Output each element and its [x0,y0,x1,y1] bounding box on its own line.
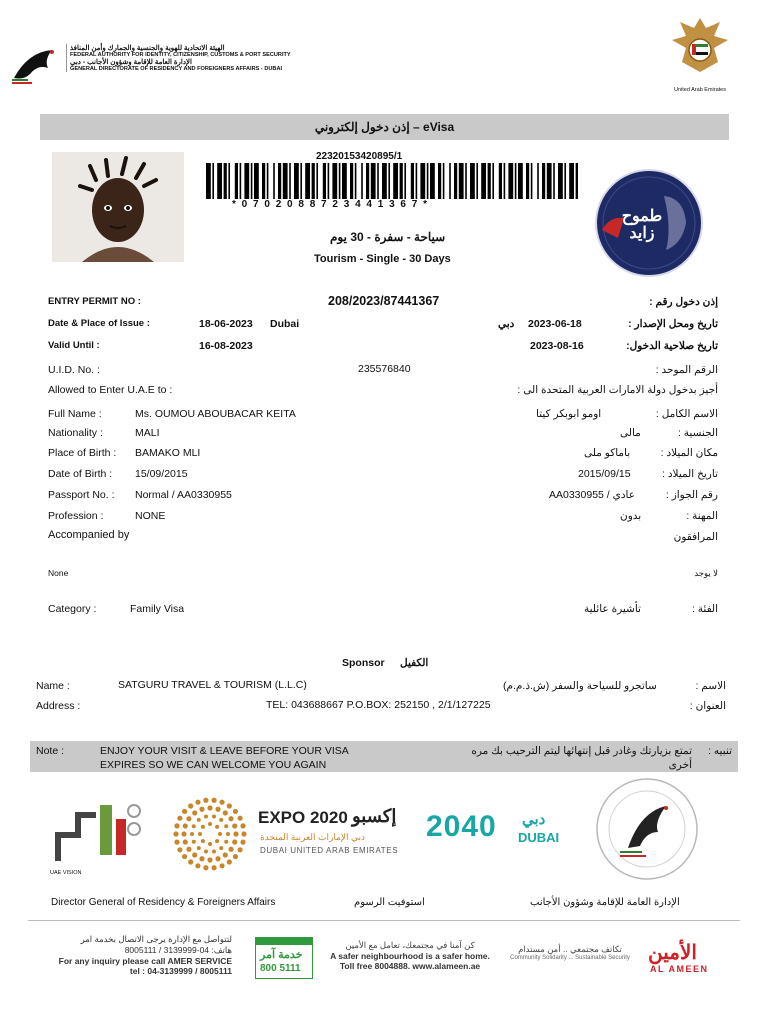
passport-label-ar: رقم الجواز : [665,489,718,501]
barcode-bar [531,163,533,199]
sponsor-name-value: SATGURU TRAVEL & TOURISM (L.L.C) [118,679,307,691]
nationality-label-ar: الجنسية : [677,427,718,439]
barcode-bar [558,163,563,199]
birth-date-value: 15/09/2015 [135,468,188,480]
expo-ring-dot [218,832,222,836]
note-label: Note : [36,745,65,757]
authority-ar-1: الهيئة الاتحادية للهوية والجنسية والجمارك وأمن المنافذ [70,45,225,52]
barcode-bar [449,163,451,199]
profession-label: Profession : [48,510,104,522]
expo-ring-dot [204,850,208,854]
birth-date-label: Date of Birth : [48,468,113,480]
expo-ring-dot [219,800,224,805]
accompanied-value-ar: لا يوجد [694,568,718,578]
barcode-bar [206,163,211,199]
sponsor-heading: Sponsor [342,657,385,669]
barcode-bar [553,163,555,199]
director-ar: الإدارة العامة للإقامة وشؤون الأجانب [530,897,680,908]
entry-permit-label-ar: إذن دخول رقم : [649,296,718,308]
barcode-bar [217,163,222,199]
expo-ring-dot [186,847,191,852]
sponsor-address-label: Address : [36,700,81,712]
barcode-bar [404,163,406,199]
allowed-label: Allowed to Enter U.A.E to : [48,384,173,396]
barcode-bar [518,163,523,199]
amer-logo [255,937,313,979]
accompanied-label: Accompanied by [48,529,130,541]
full-name-value-ar: اومو ابوبكر كيتا [536,408,602,420]
expo-ring-dot [219,846,223,850]
barcode-bar [355,163,357,199]
note-label-ar: تنبيه : [708,745,732,757]
expo-ring-dot [215,807,220,812]
expo-ring-dot [203,798,208,803]
fees-stamp-ar: استوفيت الرسوم [354,897,425,908]
expo-ring-dot [232,839,237,844]
gdrfa-seal [594,776,700,882]
director-en: Director General of Residency & Foreigners Affairs [51,897,276,908]
expo-ring-dot [240,823,245,828]
barcode-bar [537,163,539,199]
uae-vision-logo [48,795,148,875]
category-label-ar: الفئة : [691,603,718,615]
barcode-bar [283,163,288,199]
issue-date: 18-06-2023 [199,318,253,330]
expo-ring-dot [208,842,212,846]
expo-sub-ar: دبي الإمارات العربية المتحدة [260,832,366,842]
barcode-bar [305,163,310,199]
sponsor-name-label: Name : [36,680,70,692]
expo-ring-dot [182,854,187,859]
expo-ring-dot [192,840,196,844]
expo-ring-dot [224,824,228,828]
expo-ring-dot [238,816,243,821]
expo-ring-dot [211,865,216,870]
barcode-bar [251,163,253,199]
barcode [206,163,578,199]
expo-ring-dot [228,847,233,852]
expo-ring-dot [227,803,232,808]
barcode-bar [323,163,326,199]
birth-place-label: Place of Birth : [48,447,117,459]
barcode-bar [328,163,330,199]
file-number: 22320153420895/1 [316,151,403,162]
barcode-bar [244,163,249,199]
barcode-bar [569,163,574,199]
barcode-bar [504,163,506,199]
solidarity-ar: تكاتف مجتمعي .. أمن مستدام [518,944,622,954]
category-label: Category : [48,603,97,615]
uid-label-ar: الرقم الموحد : [655,364,718,376]
barcode-bar [470,163,475,199]
expo-ring-dot [192,824,196,828]
alameen-logo [644,940,740,984]
expo-ring-dot [186,816,191,821]
uae-label: United Arab Emirates [674,87,726,93]
zayed-ambition-badge [594,168,704,278]
valid-label-ar: تاريخ صلاحية الدخول: [626,340,718,352]
barcode-bar [267,163,269,199]
barcode-bar [564,163,566,199]
amer-logo-ar: خدمة آمر [260,949,303,961]
valid-date-ar: 2023-08-16 [530,340,584,352]
barcode-bar [382,163,387,199]
barcode-bar [443,163,445,199]
solidarity-en: Community Solidarity ... Sustainable Security [510,955,630,961]
barcode-bar [366,163,369,199]
uae-emblem [668,14,732,92]
expo-ring-dot [212,814,216,818]
expo-ring-dot [177,816,182,821]
expo-ring-dot [198,832,202,836]
expo-ring-dot [208,822,212,826]
expo-2020-logo [170,794,400,874]
note-text-ar-2: أخرى [668,759,692,771]
barcode-text: * 0 7 0 2 0 8 8 7 2 3 4 4 1 3 6 7 * [232,199,429,210]
entry-permit-label: ENTRY PERMIT NO : [48,296,141,307]
expo-ring-dot [240,840,245,845]
badge-text: طموح زايد [621,208,663,242]
allowed-label-ar: أجيز بدخول دولة الامارات العربية المتحدة الى : [517,384,718,396]
expo-ring-dot [207,857,212,862]
expo-ring-dot [183,823,188,828]
sponsor-name-value-ar: (ساتجرو للسياحة والسفر (ش.ذ.م.م [503,680,657,692]
birth-place-label-ar: مكان الميلاد : [660,447,718,459]
alameen-ar: كن آمنا في مجتمعك، تعامل مع الأمين [345,940,475,950]
dubai-2040-number: 2040 [426,810,497,843]
category-value-ar: تأشيرة عائلية [584,603,641,615]
expo-ring-dot [197,846,201,850]
passport-value-ar: AA0330955 / عادي [549,489,635,501]
sponsor-heading-ar: الكفيل [400,657,429,669]
barcode-bar [350,163,353,199]
expo-ring-dot [215,856,220,861]
expo-en: EXPO 2020 [258,808,348,827]
amer-en-2: tel : 04-3139999 / 8005111 [129,966,232,976]
amer-ar-2: هاتف: 04-3139999 / 8005111 [124,945,232,955]
passport-label: Passport No. : [48,489,115,501]
barcode-bar [454,163,457,199]
barcode-bar [430,163,435,199]
authority-ar-2: الإدارة العامة للإقامة وشؤون الأجانب - دبي [70,59,192,66]
note-text-ar-1: تمتع بزيارتك وغادر قبل إنتهائها ليتم الترحيب بك مره [471,745,692,757]
alameen-logo-ar: الأمين [648,942,697,964]
barcode-bar [254,163,259,199]
expo-ring-dot [232,823,237,828]
evisa-title: إذن دخول إلكتروني – eVisa [314,120,455,134]
sponsor-address-label-ar: العنوان : [689,700,726,712]
birth-date-value-ar: 2015/09/15 [578,468,631,480]
barcode-bar [427,163,429,199]
barcode-bar [547,163,552,199]
barcode-bar [476,163,478,199]
barcode-bar [388,163,390,199]
full-name-value: Ms. OUMOU ABOUBACAR KEITA [135,408,296,420]
barcode-bar [235,163,238,199]
barcode-bar [289,163,291,199]
expo-ring-dot [227,859,232,864]
sponsor-address-value: TEL: 043688667 P.O.BOX: 252150 , 2/1/127225 [266,699,491,711]
expo-ring-dot [215,839,219,843]
dubai-2040-logo [426,808,572,854]
barcode-bar [294,163,299,199]
nationality-value-ar: مالى [620,427,641,439]
expo-ring-dot [188,859,193,864]
valid-label: Valid Until : [48,340,100,351]
expo-ring-dot [188,803,193,808]
barcode-bar [228,163,230,199]
passport-value: Normal / AA0330955 [135,489,232,501]
expo-ring-dot [211,798,216,803]
expo-ring-dot [177,847,182,852]
visa-type-ar: سياحة - سفرة - 30 يوم [330,230,446,244]
authority-en-1: FEDERAL AUTHORITY FOR IDENTITY, CITIZENSHIP, CUSTOMS & PORT SECURITY [70,52,291,58]
expo-ring-dot [207,805,212,810]
authority-en-2: GENERAL DIRECTORATE OF RESIDENCY AND FOREIGNERS AFFAIRS - DUBAI [70,66,283,72]
expo-ring-dot [223,810,228,815]
barcode-bar [316,163,318,199]
uid-value: 235576840 [358,363,411,375]
barcode-bar [262,163,265,199]
barcode-bar [339,163,341,199]
expo-ring-dot [174,823,179,828]
barcode-bar [393,163,398,199]
expo-sub-en: DUBAI UNITED ARAB EMIRATES [260,846,399,855]
expo-ring-dot [192,810,197,815]
accompanied-value: None [48,568,69,578]
expo-ring-dot [190,832,194,836]
issue-label-ar: تاريخ ومحل الإصدار : [628,318,718,330]
expo-ring-dot [195,800,200,805]
barcode-bar [438,163,441,199]
expo-ring-dot [174,840,179,845]
birth-place-value: BAMAKO MLI [135,447,201,459]
expo-ring-dot [219,818,223,822]
expo-ring-dot [181,831,186,836]
issue-label: Date & Place of Issue : [48,318,150,329]
dubai-2040-ar: دبي [522,811,546,828]
birth-place-value-ar: باماكو ملى [584,447,631,459]
nationality-label: Nationality : [48,427,103,439]
expo-ring-dot [224,840,228,844]
issue-place-ar: دبي [498,318,515,330]
barcode-bar [332,163,337,199]
barcode-bar [273,163,275,199]
amer-logo-top-strip [256,938,312,945]
barcode-bar [240,163,242,199]
nationality-value: MALI [135,427,160,439]
issue-place: Dubai [270,318,300,330]
expo-ring-dot [233,809,238,814]
evisa-title-bar [40,114,729,140]
expo-ring-dot [182,809,187,814]
uid-label: U.I.D. No. : [48,364,100,376]
barcode-bar [499,163,502,199]
expo-ring-dot [228,816,233,821]
amer-ar-1: لتتواصل مع الإدارة يرجى الاتصال بخدمة امر [80,934,232,944]
birth-date-label-ar: تاريخ الميلاد : [662,468,718,480]
barcode-bar [508,163,513,199]
expo-ring-dot [192,852,197,857]
full-name-label-ar: الاسم الكامل : [655,408,718,420]
expo-ring-dot [199,856,204,861]
barcode-bar [278,163,281,199]
footer-divider [28,920,740,921]
barcode-bar [224,163,227,199]
expo-ring-dot [233,854,238,859]
barcode-bar [576,163,578,199]
expo-ar: إكسبو [352,806,397,826]
barcode-bar [400,163,403,199]
expo-ring-dot [223,852,228,857]
barcode-bar [488,163,491,199]
barcode-bar [411,163,414,199]
sponsor-name-label-ar: الاسم : [695,680,726,692]
expo-ring-dot [203,865,208,870]
entry-permit-value: 208/2023/87441367 [328,294,440,308]
visa-type-en: Tourism - Single - 30 Days [314,253,451,265]
expo-ring-dot [219,863,224,868]
expo-ring-dot [199,807,204,812]
gdrfa-logo [8,42,64,88]
expo-ring-dot [204,814,208,818]
barcode-bar [300,163,302,199]
amer-en-1: For any inquiry please call AMER SERVICE [58,956,232,966]
barcode-bar [515,163,517,199]
barcode-bar [312,163,315,199]
expo-ring-dot [241,831,246,836]
authority-names [66,44,310,72]
barcode-bar [459,163,464,199]
barcode-bars [206,163,578,199]
barcode-bar [377,163,379,199]
valid-date: 16-08-2023 [199,340,253,352]
profession-value: NONE [135,510,166,522]
dubai-2040-en: DUBAI [518,830,560,845]
uae-vision-label: UAE VISION [50,870,82,876]
expo-ring-dot [226,832,230,836]
barcode-bar [416,163,418,199]
issue-date-ar: 2023-06-18 [528,318,582,330]
barcode-bar [371,163,376,199]
barcode-bar [481,163,486,199]
alameen-en-1: A safer neighbourhood is a safer home. [330,951,490,961]
barcode-bar [542,163,545,199]
expo-ring-dot [183,839,188,844]
alameen-logo-en: AL AMEEN [650,964,709,974]
expo-ring-dot [215,825,219,829]
solidarity-slogan [506,944,634,961]
barcode-bar [342,163,347,199]
category-value: Family Visa [130,603,185,615]
expo-ring-dot [195,863,200,868]
alameen-en-2: Toll free 8004888. www.alameen.ae [339,961,481,971]
full-name-label: Full Name : [48,408,102,420]
expo-ring-dot [197,818,201,822]
barcode-bar [212,163,214,199]
barcode-bar [492,163,494,199]
barcode-bar [361,163,363,199]
barcode-bar [420,163,425,199]
profession-value-ar: بدون [620,510,642,522]
expo-ring-dot [173,831,178,836]
accompanied-label-ar: المرافقون [673,531,718,543]
profession-label-ar: المهنة : [686,510,718,522]
expo-ring-dot [201,825,205,829]
barcode-bar [465,163,467,199]
applicant-photo [52,152,184,262]
expo-ring-dot [233,831,238,836]
barcode-bar [526,163,529,199]
alameen-campaign [322,940,498,971]
amer-contact [46,934,232,976]
expo-ring-dot [201,839,205,843]
amer-logo-num: 800 5111 [260,963,301,974]
note-text-2: EXPIRES SO WE CAN WELCOME YOU AGAIN [100,759,327,771]
note-text-1: ENJOY YOUR VISIT & LEAVE BEFORE YOUR VISA [100,745,349,757]
expo-ring-dot [212,850,216,854]
expo-ring-dot [238,847,243,852]
